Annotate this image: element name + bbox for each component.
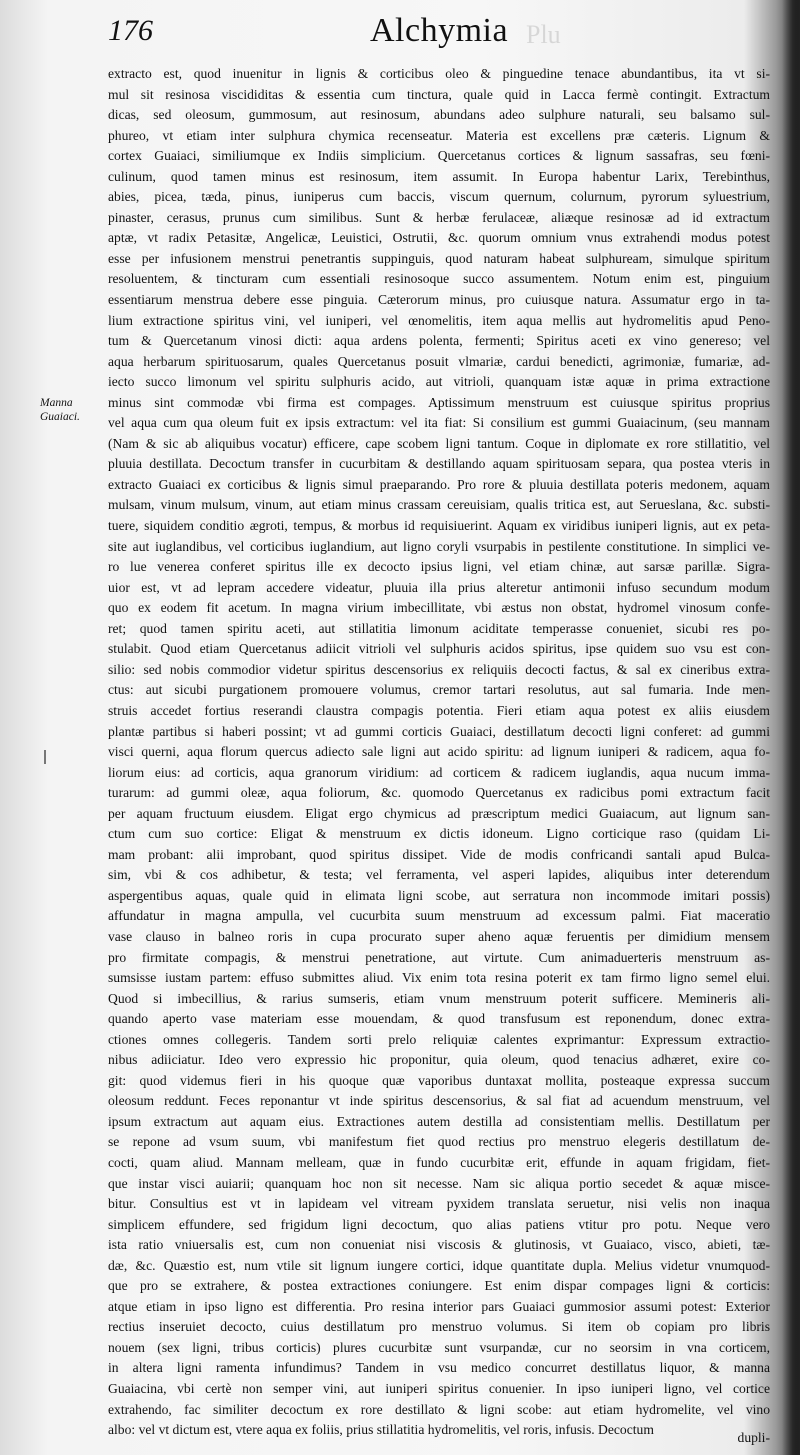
text-line: lium extractione spiritus vini, vel iuniperi, vel œnomelitis, item aqua mellis aut hydromelitis apud Peno- [108,312,770,328]
text-line: per aquam fructuum eiusdem. Eligat ergo chymicus ad præscriptum medici Guaiacum, aut lignum san- [108,805,770,821]
bleed-through-text: Plu [526,20,561,49]
text-line: aqua herbarum spirituosarum, quales Quercetanus posuit vlmariæ, cardui benedicti, agrimoniæ, fumariæ, ad- [108,353,770,369]
text-line: plantæ partibus si haberi possint; vt ad gummi corticis Guaiaci, destillatum decocti ligni conferet: ad gummi [108,723,770,739]
text-line: stulabit. Quod etiam Quercetanus adiicit vitrioli vel sulphuris acidos spiritus, ipse quidem suo vsu est con- [108,641,770,657]
text-line: silio: sed nobis commodior videtur spiritus descensorius ex reliquiis decocti factus, & sal ex cineribus extra- [108,661,770,677]
text-line: atque etiam in ipso ligno est differentia. Pro resina interior pars Guaiaci gummosior assumi potest: Exterior [108,1298,770,1314]
text-line: nouem (sex ligni, tribus corticis) plures cucurbitæ sunt vsurpandæ, cur no seorsim in vna corticem, [108,1339,770,1355]
text-line: iecto succo limonum vel spiritu sulphuris acido, aut vitrioli, quanquam istæ aquæ in prima extractione [108,374,770,390]
text-line: cortex Guaiaci, similiumque ex Indiis simplicium. Quercetanus cortices & lignum sassafras, seu fœni- [108,148,770,164]
text-line: mul sit resinosa viscididitas & essentia cum tinctura, quale quid in Lacca fermè contingit. Extractum [108,86,770,102]
page-number: 176 [108,14,153,47]
text-line: extracto Guaiaci ex corticibus & lignis simul praeparando. Pro rore & pluuia destillata poteris medonem, aquam [108,476,770,492]
text-line: bitur. Consultius est vt in lapideam vel vitream pyxidem translata seruetur, nisi velis non inaqua [108,1196,770,1212]
text-line: (Nam & sic ab aliquibus vocatur) efficere, cape scobem ligni tantum. Coque in diplomate ex rore stillatitio, vel [108,435,770,451]
text-line: resoluentem, & tincturam cum essentiali resinosoque succo assumentem. Notum enim est, pinguium [108,271,770,287]
margin-mark [44,750,46,764]
text-line: cocti, quam aliud. Mannam melleam, quæ in fundo cucurbitæ erit, effunde in aquam frigidam, fiet- [108,1154,770,1170]
text-line: turarum: ad gummi oleæ, aqua foliorum, &c. quomodo Quercetanus ex radicibus pomi extractum facit [108,785,770,801]
text-line: abies, picea, tæda, pinus, iuniperus cum baccis, viscum quernum, colurnum, pyrorum syluestrium, [108,189,770,205]
text-line: phureo, vt etiam inter sulphura chymica recenseatur. Materia est excellens præ cæteris. Lignum & [108,127,770,143]
text-line: ro lue venerea conferet spiritus ille ex decocto ipsius ligni, vel etiam chinæ, aut sarsæ parillæ. Sigra- [108,559,770,575]
text-line: site aut iuglandibus, vel corticibus iuglandium, aut ligno coryli vsurpabis in pestilente constitutione. In simplici ve- [108,538,770,554]
text-line: quando aperto vase materiam esse mouendam, & quod transfusum est reponendum, donec extra- [108,1011,770,1027]
text-line: vel aqua cum qua oleum fuit ex ipsis extractum: vel ita fiat: Si consilium est gummi Guaiacinum, (seu mannam [108,415,770,431]
text-line: aptæ, vt radix Petasitæ, Angelicæ, Leuistici, Ostrutii, &c. quorum omnium vnus extrahendi modus potest [108,230,770,246]
text-line: rectius inseruiet decocto, cuius destillatum pro menstruo volumus. Si item ob copiam pro libris [108,1319,770,1335]
text-line: ctum cum suo cortice: Eligat & menstruum ex dictis idoneum. Ligno corticique raso (quidam Li- [108,826,770,842]
text-line: ctus: aut sicubi purgationem promouere volumus, cremor tartari resolutus, aut sal fumaria. Inde men- [108,682,770,698]
text-line: ista ratio vniuersalis est, cum non conueniat nisi viscosis & glutinosis, vt Guaiaco, visco, abieti, tæ- [108,1237,770,1253]
text-line: sim, vbi & cos adhibetur, & testa; vel ferramenta, vel asperi lapides, aliquibus inter deterendum [108,867,770,883]
text-line: extracto est, quod inuenitur in lignis & corticibus oleo & pinguedine tenace abundantibus, ita vt si- [108,66,770,81]
text-line: mulsam, vinum mulsum, vinum, aut etiam minus crassam cereuisiam, qualis tritica est, aut Serueslana, &c. substi- [108,497,770,513]
text-line: albo: vel vt dictum est, vtere aqua ex foliis, prius stillatitia hydromelitis, vel roris, infusis. Decoctum [108,1422,654,1438]
text-line: pluuia destillata. Decoctum transfer in cucurbitam & destillando aquam spirituosam separa, qua postea vteris in [108,456,770,472]
text-line: dicas, sed oleosum, gummosum, aut resinosum, abundans adeo sulphure naturali, seu balsamo sul- [108,107,770,123]
text-line: ipsum extractum aut aquam eius. Extractiones autem destilla ad consistentiam mellis. Destillatum per [108,1113,770,1129]
text-line: tuere, siquidem conditio ægroti, tempus, & morbus id requisiuerint. Aquam ex viridibus iuniperi lignis, aut ex peta- [108,518,770,534]
text-line: mam probant: alii improbant, quod spiritus dissipet. Vide de modis confricandi santali apud Bulca- [108,846,770,862]
text-line: essentiarum menstrua debere esse pinguia. Cæterorum minus, pro cuiusque natura. Assumatur ergo in ta- [108,292,770,308]
text-line: ctiones omnes collegeris. Tandem sorti prelo reliquiæ calentes exprimantur: Expressum extractio- [108,1031,770,1047]
text-line: ret; quod tamen spiritu aceti, aut stillatitia limonum aciditate temperasse conueniet, sicubi res po- [108,620,770,636]
text-line: liorum eius: ad corticis, aqua granorum viridium: ad corticem & radicem iuglandis, aqua nucum imma- [108,764,770,780]
text-line: quo ex eodem fit acetum. In magna virium imbecillitate, vbi æstus non obstat, hydromel vinosum confe- [108,600,770,616]
text-line: affundatur in magna ampulla, vel cucurbita suum menstruum ad excessum palmi. Fiat maceratio [108,908,770,924]
text-line: struis accedet fortius reserandi claustra compagis potentia. Fieri etiam aqua potest ex aliis eiusdem [108,702,770,718]
text-line: Quod si imbecillius, & rarius sumseris, etiam vnum menstruum poterit sufficere. Memineris ali- [108,990,770,1006]
text-line: simplicem effundere, sed frigidum ligni decoctum, quo alias patiens vtitur pro potu. Neque vero [108,1216,770,1232]
page-header [108,14,768,56]
text-line: in altera ligni ramenta infundimus? Tandem in vsu medico concurret destillatus liquor, & manna [108,1360,770,1376]
text-line: dæ, &c. Quæstio est, num vtile sit lignum iungere cortici, idque quantitate dupla. Melius videtur vnumquod- [108,1257,770,1273]
book-gutter-shadow [782,0,800,1455]
text-line: culinum, quod tamen minus est resinosum, item assumit. In Europa habentur Larix, Terebinthus, [108,168,770,184]
text-line: vase clauso in balneo roris in cupa procurato super aheno aquæ feruentis per dimidium mensem [108,928,770,944]
text-line: git: quod videmus fieri in his quoque quæ vaporibus duntaxat mollita, posteaque expressa succum [108,1072,770,1088]
text-line: extrahendo, fac similiter decoctum ex rore destillato & ligni scobe: aut etiam hydromelite, vel vino [108,1401,770,1417]
text-line: uior est, vt ad lepram accedere videatur, pluuia illa prius alteretur antimonii infuso secundum modum [108,579,770,595]
text-line: que pro se extrahere, & postea extractiones coniungere. Est enim dispar compages ligni & corticis: [108,1278,770,1294]
running-head: Alchymia [370,12,509,49]
text-line: minus sint commodæ vbi firma est compages. Aptissimum menstruum est cuiusque spiritus proprius [108,394,770,410]
text-line: visci querni, aqua florum quercus adiecto sale ligni aut acido spiritu: ad lignum iuniperi & radicem, aqua fo- [108,744,770,760]
margin-note: Manna Guaiaci. [40,397,80,423]
text-line: pro firmitate compagis, & menstrui penetratione, aut virtute. Cum animaduerteris menstruum as- [108,949,770,965]
body-text [108,64,770,1441]
text-line: que instar visci auiarii; quanquam hoc non sit necesse. Nam sic aliqua portio secedet & aquæ misce- [108,1175,770,1191]
text-line: aspergentibus aquas, quale quid in elimata ligni scobe, aut serratura non incommode imitari possis) [108,887,770,903]
text-line: tum & Quercetanum vinosi dicti: aqua ardens polenta, fermenti; Spiritus aceti ex vino genereso; vel [108,333,770,349]
text-line: sumsisse iustam partem: effuso submittes aliud. Vix enim tota resina poterit ex tam firmo ligno semel elui. [108,970,770,986]
catchword: dupli- [737,1430,770,1445]
text-line: Guaiacina, vbi certè non semper vini, aut iuniperi spiritus conuenier. In ipso iuniperi ligno, vel cortice [108,1381,770,1396]
text-line: nibus adiiciatur. Ideo vero expressio hic proponitur, quia oleum, quod tenacius adhæret, exire co- [108,1052,770,1068]
text-line: pinaster, cerasus, prunus cum similibus. Sunt & herbæ ferulaceæ, aliæque resinosæ ad id extractum [108,209,770,225]
text-line: oleosum reddunt. Feces reponantur vt inde spiritus descensorius, & sal fiat ad acuendum menstruum, vel [108,1093,770,1109]
text-line: esse per infusionem menstrui penetrantis suppinguis, quod naturam habeat sulphuream, simulque spiritum [108,250,770,266]
text-line: se repone ad vsum suum, vbi manifestum fiet quod rectius pro menstruo elegeris destillatum de- [108,1134,770,1150]
